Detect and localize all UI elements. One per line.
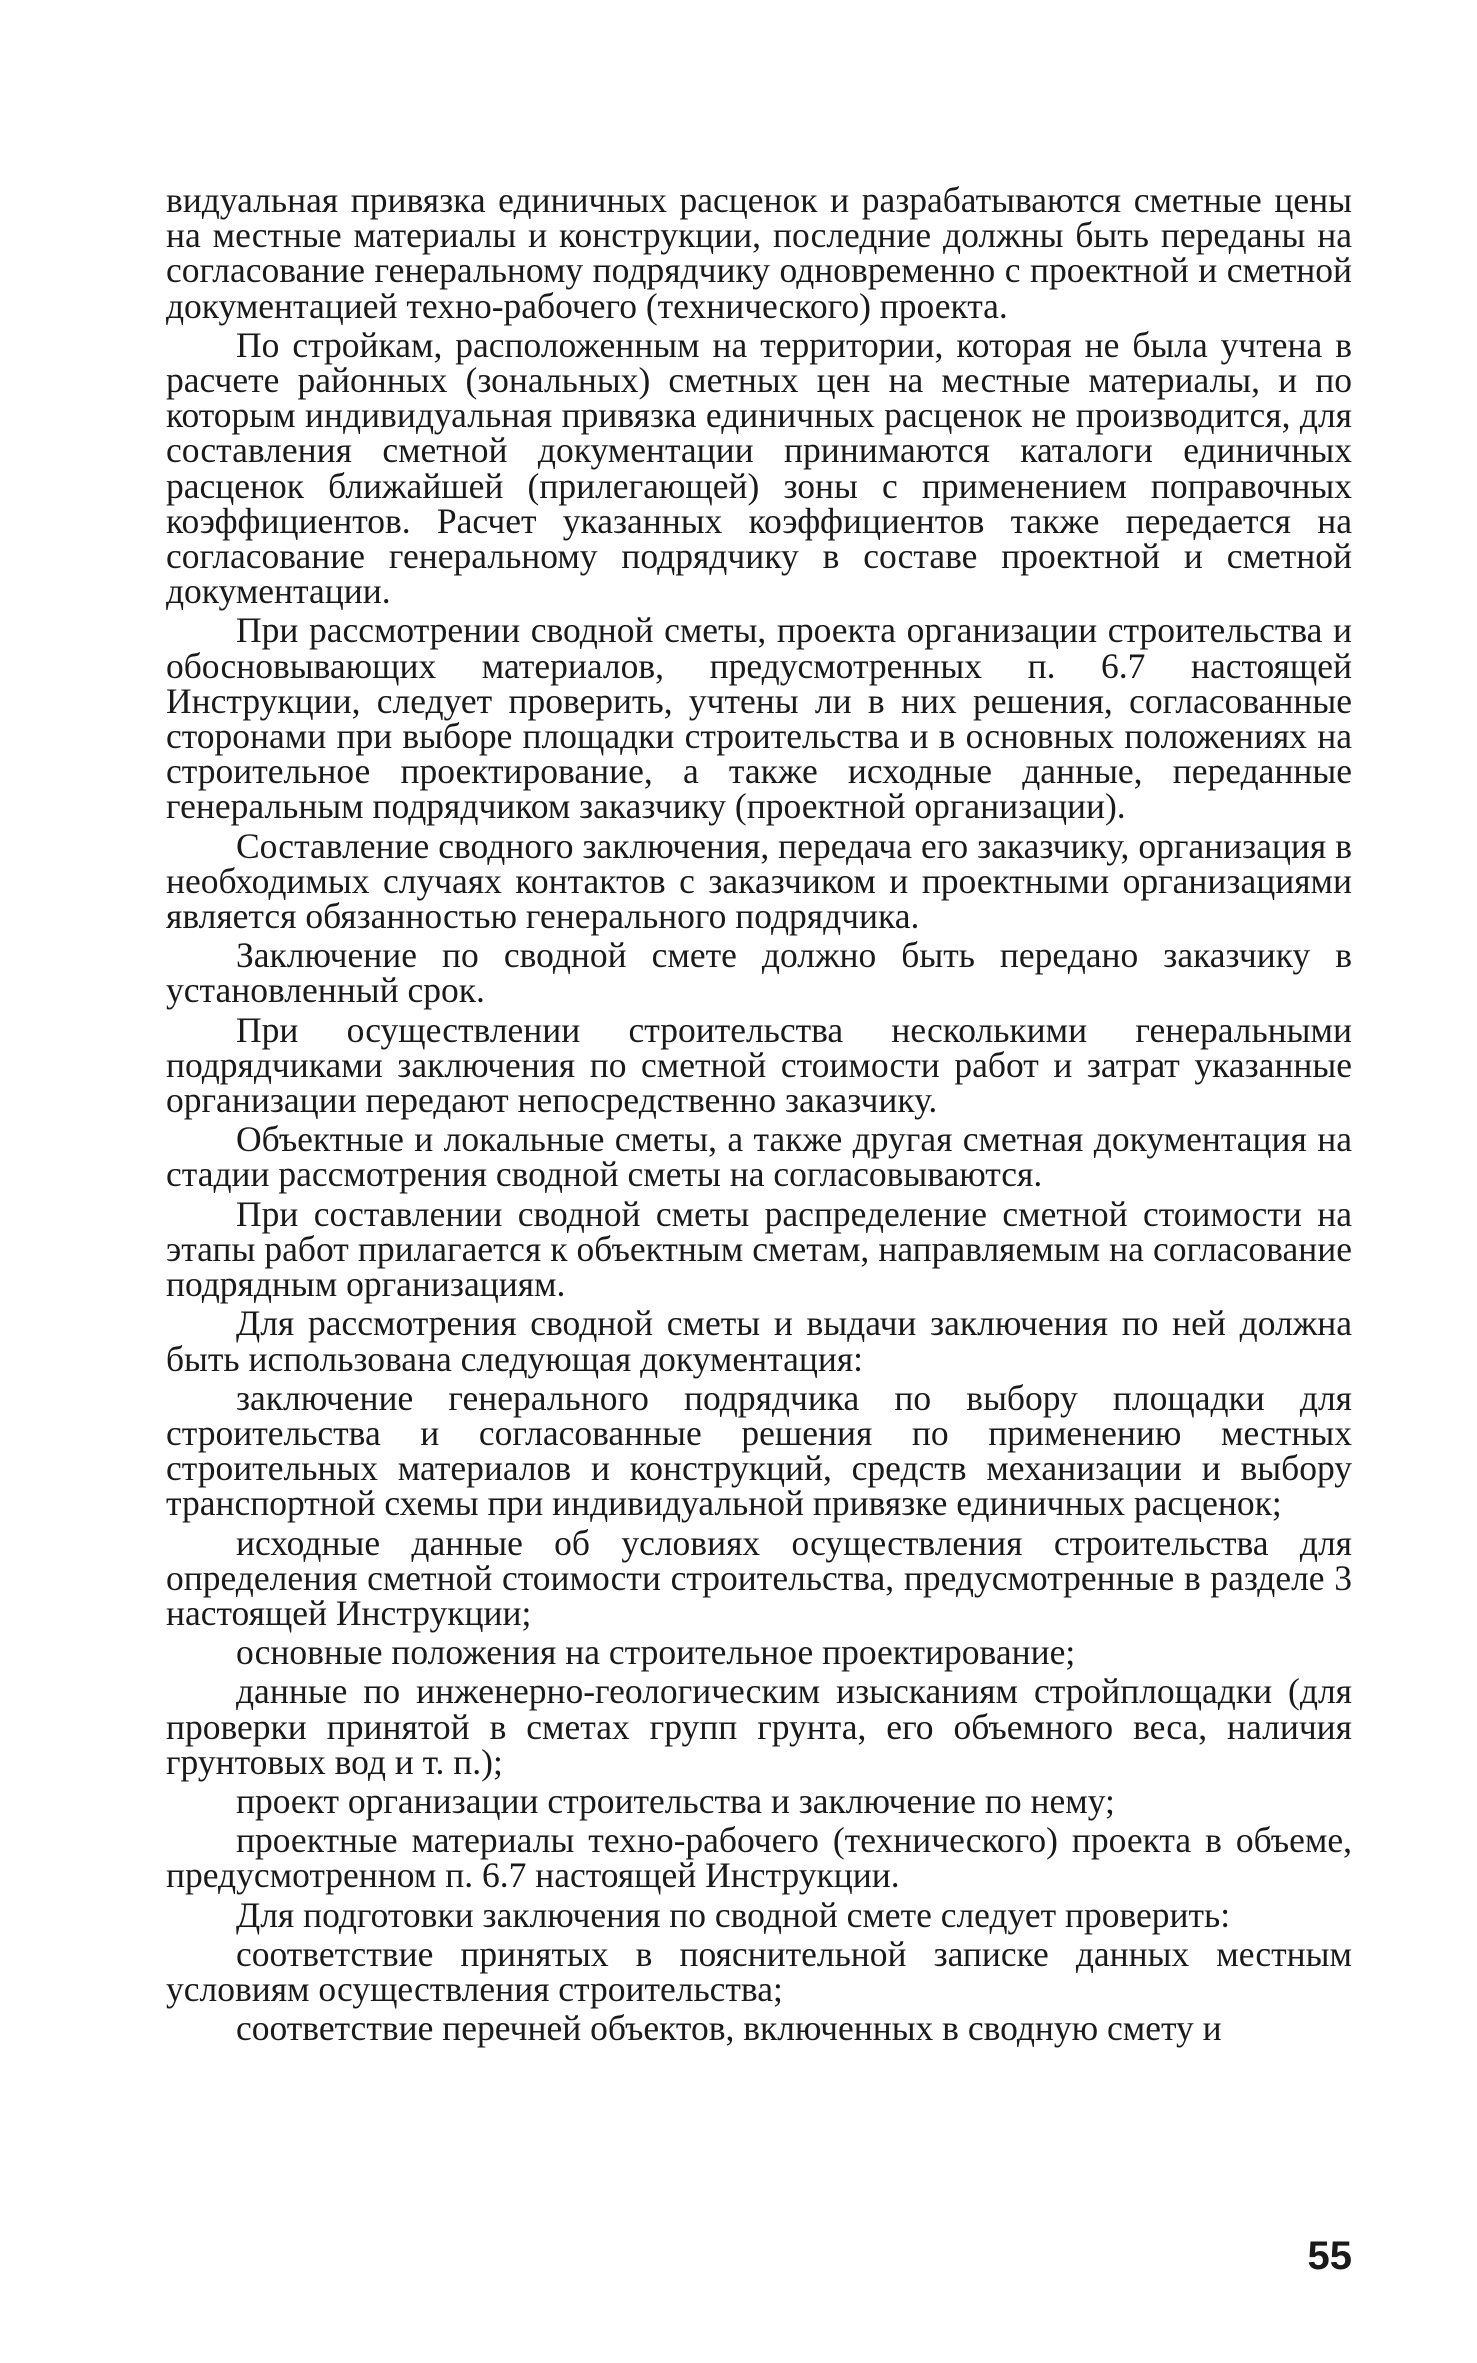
paragraph: При рассмотрении сводной сметы, проекта организации строительства и обосновывающих материалов, предусмотренных п. 6.7 настоящей Инструкции, следует проверить, учтены ли в них решения, согласованные сторонами при выборе площадки строительства и в основных положениях на строительное проектирование, а также исходные данные, переданные генеральным подрядчиком заказчику (проектной организации). (166, 610, 1352, 827)
list-item: соответствие принятых в пояснительной записке данных местным условиям осуществления строительства; (166, 1933, 1352, 2009)
paragraph: При составлении сводной сметы распределение сметной стоимости на этапы работ прилагается к объектным сметам, направляемым на согласование подрядным организациям. (166, 1193, 1352, 1305)
document-body (166, 180, 1352, 2050)
list-item: соответствие перечней объектов, включенных в сводную смету и (236, 2008, 1222, 2049)
paragraph: По стройкам, расположенным на территории, которая не была учтена в расчете районных (зональных) сметных цен на местные материалы, и по которым индивидуальная привязка единичных расценок не производится, для составления сметной документации принимаются каталоги единичных расценок ближайшей (прилегающей) зоны с применением поправочных коэффициентов. Расчет указанных коэффициентов также передается на согласование генеральному подрядчику в составе проектной и сметной документации. (166, 324, 1352, 612)
paragraph: Для подготовки заключения по сводной смете следует проверить: (236, 1894, 1231, 1935)
list-item: заключение генерального подрядчика по выбору площадки для строительства и согласованные решения по применению местных строительных материалов и конструкций, средств механизации и выбору транспортной схемы при индивидуальной привязке единичных расценок; (166, 1377, 1352, 1524)
paragraph: видуальная привязка единичных расценок и разрабатываются сметные цены на местные материалы и конструкции, последние должны быть переданы на согласование генеральному подрядчику одновременно с проектной и сметной документацией техно-рабочего (технического) проекта. (166, 180, 1352, 326)
paragraph: Объектные и локальные сметы, а также другая сметная документация на стадии рассмотрения сводной сметы на согласовываются. (166, 1119, 1352, 1195)
list-item: основные положения на строительное проектирование; (236, 1632, 1076, 1673)
paragraph: При осуществлении строительства несколькими генеральными подрядчиками заключения по сметной стоимости работ и затрат указанные организации передают непосредственно заказчику. (166, 1009, 1352, 1121)
paragraph: Заключение по сводной смете должно быть передано заказчику в установленный срок. (166, 935, 1352, 1011)
page-number: 55 (1307, 2234, 1352, 2278)
list-item: данные по инженерно-геологическим изысканиям стройплощадки (для проверки принятой в сметах групп грунта, его объемного веса, наличия грунтовых вод и т. п.); (166, 1671, 1352, 1782)
list-item: исходные данные об условиях осуществления строительства для определения сметной стоимости строительства, предусмотренные в разделе 3 настоящей Инструкции; (166, 1522, 1352, 1633)
paragraph: Составление сводного заключения, передача его заказчику, организация в необходимых случаях контактов с заказчиком и проектными организациями является обязанностью генерального подрядчика. (166, 825, 1352, 937)
list-item: проектные материалы техно-рабочего (технического) проекта в объеме, предусмотренном п. 6.7 настоящей Инструкции. (166, 1820, 1352, 1896)
list-item: проект организации строительства и заключение по нему; (236, 1780, 1115, 1821)
paragraph: Для рассмотрения сводной сметы и выдачи заключения по ней должна быть использована следующая документация: (166, 1303, 1352, 1379)
